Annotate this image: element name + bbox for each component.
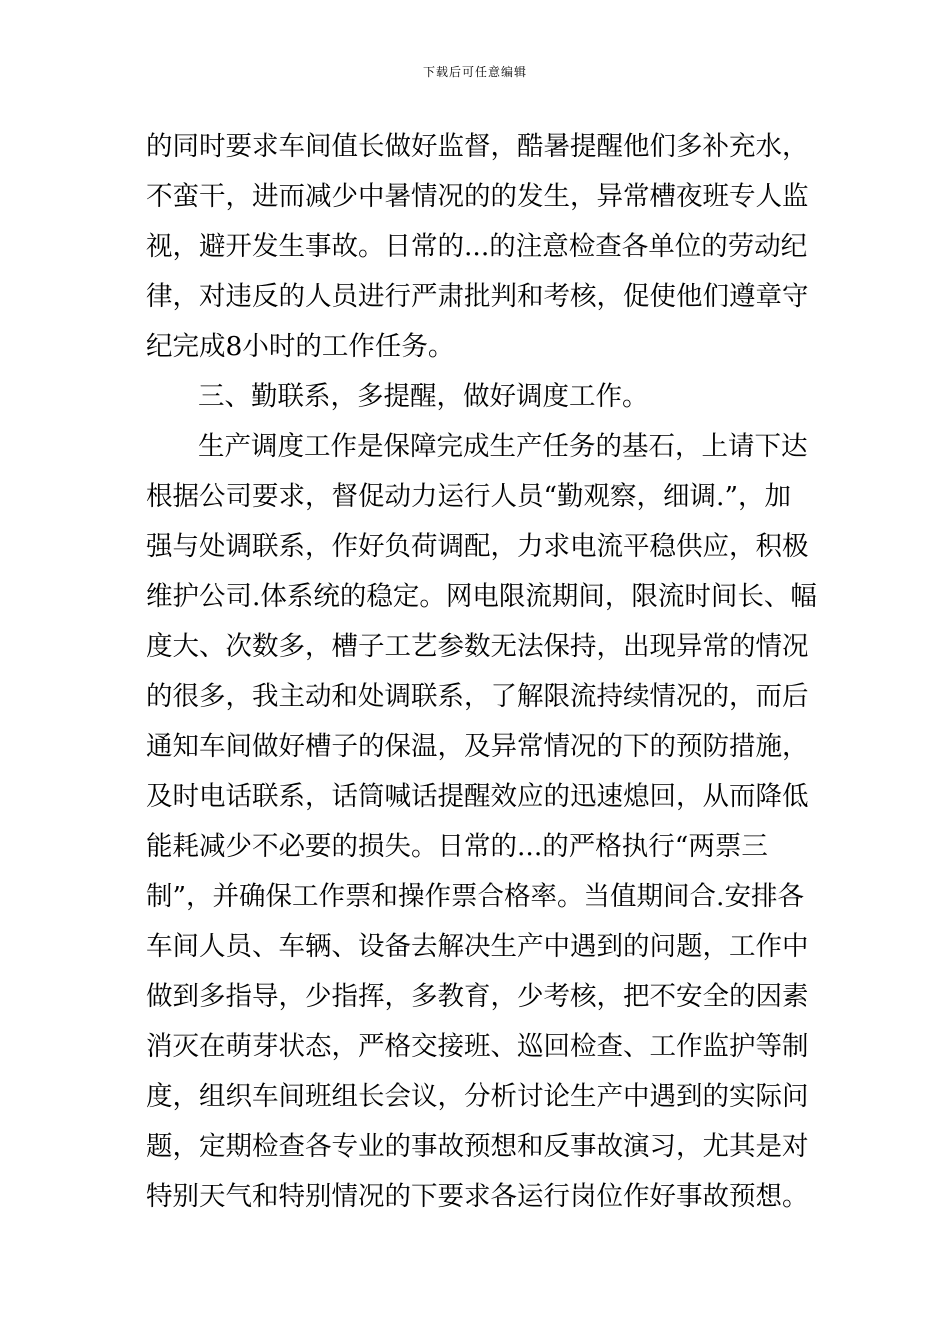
text-line: 度大、次数多，槽子工艺参数无法保持，出现异常的情况 [146, 631, 809, 662]
text-line: 不蛮干，进而减少中暑情况的的发生，异常槽夜班专人监 [146, 181, 809, 212]
text-line: 及时电话联系，话筒喊话提醒效应的迅速熄回，从而降低 [146, 781, 809, 812]
text-line: 的很多，我主动和处调联系，了解限流持续情况的，而后 [146, 681, 809, 712]
document-body [146, 122, 817, 1222]
text-line: 能耗减少不必要的损失。日常的...的严格执行“两票三 [146, 831, 768, 862]
text-line: 特别天气和特别情况的下要求各运行岗位作好事故预想。 [146, 1181, 809, 1212]
text-line: 视，避开发生事故。日常的...的注意检查各单位的劳动纪 [146, 231, 808, 262]
text-line: 维护公司.体系统的稳定。网电限流期间，限流时间长、幅 [146, 581, 817, 612]
text-line: 制”，并确保工作票和操作票合格率。当值期间合.安排各 [146, 881, 804, 912]
text-line: 题，定期检查各专业的事故预想和反事故演习，尤其是对 [146, 1131, 809, 1162]
text-line: 根据公司要求，督促动力运行人员“勤观察，细调.”，加 [146, 481, 792, 512]
text-line: 度，组织车间班组长会议，分析讨论生产中遇到的实际问 [146, 1081, 809, 1112]
text-line: 做到多指导，少指挥，多教育，少考核，把不安全的因素 [146, 981, 809, 1012]
text-line: 通知车间做好槽子的保温，及异常情况的下的预防措施， [146, 731, 809, 762]
text-line: 车间人员、车辆、设备去解决生产中遇到的问题，工作中 [146, 931, 809, 962]
text-line: 纪完成8小时的工作任务。 [146, 331, 455, 362]
section-heading: 三、勤联系，多提醒，做好调度工作。 [198, 381, 649, 412]
text-line: 的同时要求车间值长做好监督，酷暑提醒他们多补充水， [146, 131, 809, 162]
text-line: 消灭在萌芽状态，严格交接班、巡回检查、工作监护等制 [146, 1031, 809, 1062]
paragraph-start-line: 生产调度工作是保障完成生产任务的基石，上请下达 [198, 431, 808, 462]
page-header: 下载后可任意编辑 [422, 65, 527, 79]
text-line: 律，对违反的人员进行严肃批判和考核，促使他们遵章守 [146, 281, 809, 312]
text-line: 强与处调联系，作好负荷调配，力求电流平稳供应，积极 [146, 531, 809, 562]
